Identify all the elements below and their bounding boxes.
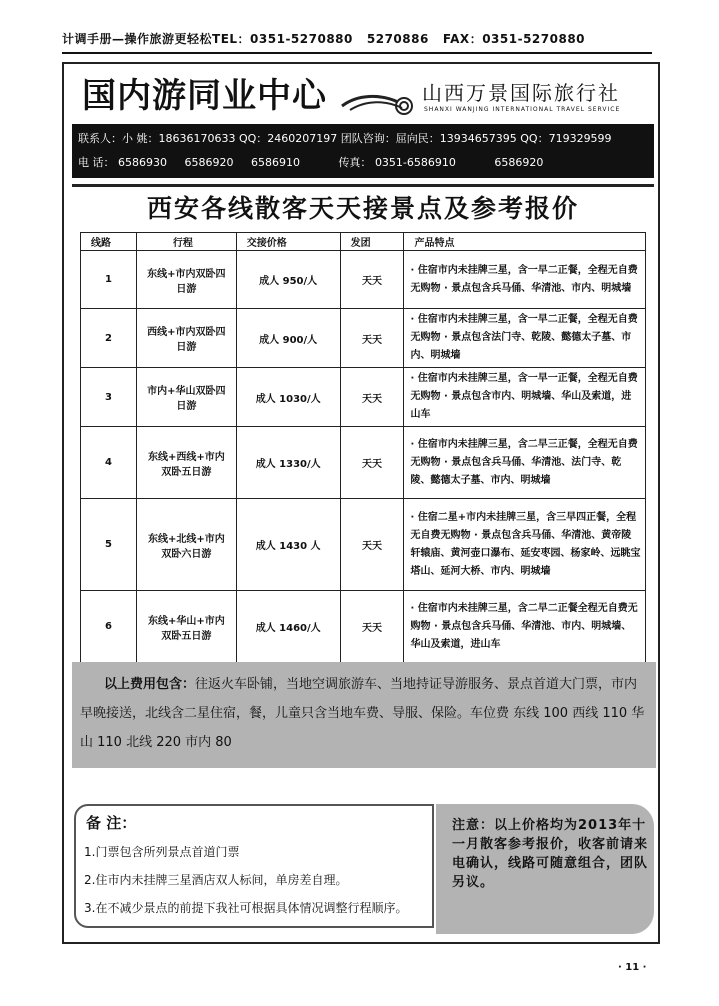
route-features: · 住宿市内未挂牌三星，含二早二正餐全程无自费无购物 · 景点包含兵马俑、华清池、市内、明城墙、华山及索道，进山车 [404, 591, 646, 663]
route-features: · 住宿二星+市内未挂牌三星，含三早四正餐，全程无自费无购物 · 景点包含兵马俑、华清池、黄帝陵轩辕庙、黄河壶口瀑布、延安枣园、杨家岭、远眺宝塔山、延河大桥、市内、明城墙 [404, 499, 646, 591]
header-features: 产品特点 [404, 233, 646, 251]
table-row [81, 309, 646, 368]
route-no: 5 [81, 499, 137, 591]
route-price: 成人 900/人 [236, 309, 340, 368]
price-notice: 注意：以上价格均为2013年十一月散客参考报价，收客前请来电确认，线路可随意组合，团队另议。 [436, 804, 654, 934]
table-row [81, 499, 646, 591]
route-itinerary: 东线+西线+市内双卧五日游 [136, 427, 236, 499]
contact-fax-label: 传真： [338, 156, 372, 169]
contact-fax-1: 0351-6586910 [374, 156, 456, 169]
notes-title: 备 注： [86, 814, 137, 832]
route-departure: 天天 [340, 309, 404, 368]
route-price: 成人 1460/人 [236, 591, 340, 663]
table-header-row [81, 233, 646, 251]
header-itinerary: 行程 [136, 233, 236, 251]
notes-box [74, 804, 434, 928]
divider [72, 184, 654, 187]
header-price: 交接价格 [236, 233, 340, 251]
fax-number: 0351-5270880 [482, 32, 586, 46]
phone-1: 6586930 [118, 156, 167, 169]
route-no: 3 [81, 368, 137, 427]
header-route-no: 线路 [81, 233, 137, 251]
route-features: · 住宿市内未挂牌三星，含二早三正餐，全程无自费无购物 · 景点包含兵马俑、华清池、法门寺、乾陵、懿德太子墓、市内、明城墙 [404, 427, 646, 499]
banner [72, 72, 652, 120]
tel-label: TEL： [212, 32, 251, 46]
route-price: 成人 1030/人 [236, 368, 340, 427]
route-departure: 天天 [340, 368, 404, 427]
route-no: 1 [81, 251, 137, 309]
banner-title: 国内游同业中心 [82, 76, 327, 116]
note-item: 2.住市内未挂牌三星酒店双人标间，单房差自理。 [84, 873, 348, 887]
page-frame [62, 62, 660, 944]
table-row [81, 427, 646, 499]
phone-3: 6586910 [250, 156, 300, 169]
swirl-logo-icon [340, 92, 420, 118]
route-itinerary: 东线+北线+市内双卧六日游 [136, 499, 236, 591]
route-price: 成人 950/人 [236, 251, 340, 309]
contact-line-2 [78, 151, 648, 175]
fax-label: FAX： [442, 32, 483, 46]
agency-name-english: SHANXI WANJING INTERNATIONAL TRAVEL SERVICE [424, 106, 621, 113]
contact-fax-2: 6586920 [494, 156, 544, 169]
route-departure: 天天 [340, 499, 404, 591]
inclusions-text: 往返火车卧铺，当地空调旅游车、当地持证导游服务、景点首道大门票，市内早晚接送，北线含二星住宿，餐，儿童只含当地车费、导服、保险。车位费 东线 100 西线 110 华山 110 北线 220 市内 80 [80, 677, 645, 750]
table-row [81, 368, 646, 427]
route-itinerary: 西线+市内双卧四日游 [136, 309, 236, 368]
note-item: 1.门票包含所列景点首道门票 [84, 845, 240, 859]
route-price: 成人 1430 人 [236, 499, 340, 591]
route-itinerary: 东线+市内双卧四日游 [136, 251, 236, 309]
route-no: 2 [81, 309, 137, 368]
route-itinerary: 市内+华山双卧四日游 [136, 368, 236, 427]
route-itinerary: 东线+华山+市内双卧五日游 [136, 591, 236, 663]
route-features: · 住宿市内未挂牌三星，含一早二正餐，全程无自费无购物 · 景点包含兵马俑、华清池、市内、明城墙 [404, 251, 646, 309]
note-item: 3.在不减少景点的前提下我社可根据具体情况调整行程顺序。 [84, 901, 408, 915]
phone-2: 6586920 [184, 156, 234, 169]
header-departure: 发团 [340, 233, 404, 251]
table-row [81, 251, 646, 309]
notes-list [84, 838, 407, 922]
main-title: 西安各线散客天天接景点及参考报价 [146, 194, 579, 223]
inclusions-label: 以上费用包含： [104, 677, 196, 692]
routes-table [80, 232, 646, 663]
table-row [81, 591, 646, 663]
route-features: · 住宿市内未挂牌三星，含一早一正餐，全程无自费无购物 · 景点包含市内、明城墙、华山及索道，进山车 [404, 368, 646, 427]
page-number: · 11 · [618, 962, 647, 973]
route-price: 成人 1330/人 [236, 427, 340, 499]
route-no: 6 [81, 591, 137, 663]
route-no: 4 [81, 427, 137, 499]
route-departure: 天天 [340, 427, 404, 499]
inclusions-box [72, 662, 656, 768]
route-departure: 天天 [340, 591, 404, 663]
tel-number-1: 0351-5270880 [250, 32, 353, 46]
route-departure: 天天 [340, 251, 404, 309]
agency-name: 山西万景国际旅行社 [422, 81, 620, 105]
contact-bar [72, 124, 654, 178]
tel-number-2: 5270886 [366, 32, 429, 46]
contact-line-1: 联系人：小 姚：18636170633 QQ：2460207197 团队咨询：屈向民：13934657395 QQ：719329599 [78, 132, 612, 145]
route-features: · 住宿市内未挂牌三星，含一早二正餐，全程无自费无购物 · 景点包含法门寺、乾陵、懿德太子墓、市内、明城墙 [404, 309, 646, 368]
phone-label: 电 话： [78, 156, 115, 169]
slogan: 计调手册—操作旅游更轻松 [62, 32, 213, 46]
top-header [62, 30, 652, 54]
